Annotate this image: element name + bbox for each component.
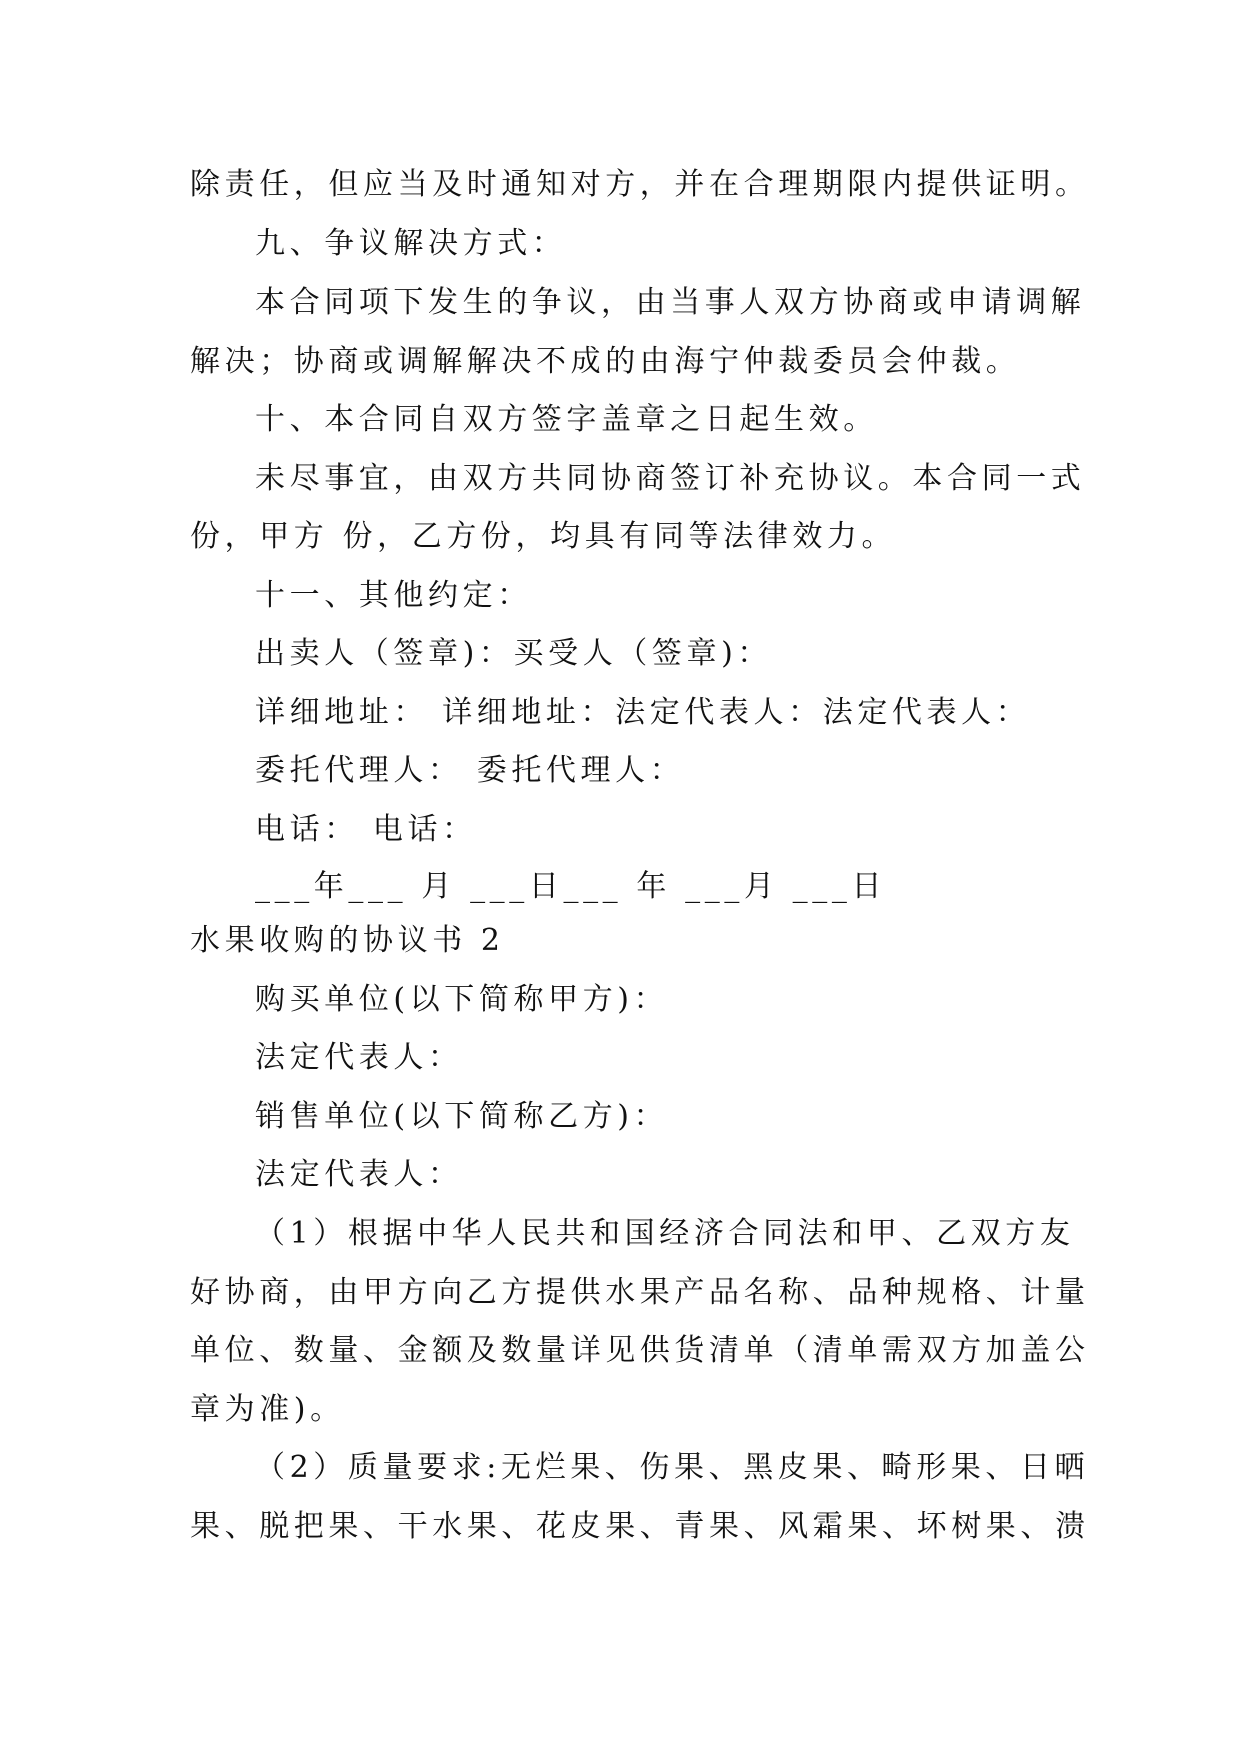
text-line: 解决；协商或调解解决不成的由海宁仲裁委员会仲裁。 bbox=[190, 344, 1021, 379]
section-heading: 十、本合同自双方签字盖章之日起生效。 bbox=[255, 402, 878, 437]
text-line: 好协商，由甲方向乙方提供水果产品名称、品种规格、计量 bbox=[190, 1275, 1090, 1310]
text-line: 购买单位(以下简称甲方)： bbox=[255, 982, 669, 1017]
signature-line: 详细地址： 详细地址：法定代表人：法定代表人： bbox=[255, 695, 1031, 730]
text-line: 法定代表人： bbox=[255, 1040, 463, 1075]
signature-line: 出卖人（签章)：买受人（签章)： bbox=[255, 636, 773, 671]
document-title: 水果收购的协议书 2 bbox=[190, 923, 505, 958]
signature-line: 委托代理人： 委托代理人： bbox=[255, 753, 685, 788]
text-line: 除责任，但应当及时通知对方，并在合理期限内提供证明。 bbox=[190, 167, 1090, 202]
text-line: 份，甲方 份，乙方份，均具有同等法律效力。 bbox=[190, 519, 897, 554]
date-line: ___年___ 月 ___日___ 年 ___月 ___日 bbox=[255, 869, 887, 904]
text-line: 未尽事宜，由双方共同协商签订补充协议。本合同一式 bbox=[255, 461, 1086, 496]
section-heading: 九、争议解决方式： bbox=[255, 226, 567, 261]
text-line: 本合同项下发生的争议，由当事人双方协商或申请调解 bbox=[255, 285, 1086, 320]
text-line: 法定代表人： bbox=[255, 1157, 463, 1192]
text-line: （1）根据中华人民共和国经济合同法和甲、乙双方友 bbox=[255, 1216, 1075, 1251]
text-line: （2）质量要求:无烂果、伤果、黑皮果、畸形果、日晒 bbox=[255, 1450, 1090, 1485]
text-line: 果、脱把果、干水果、花皮果、青果、风霜果、坏树果、溃 bbox=[190, 1509, 1090, 1544]
text-line: 章为准)。 bbox=[190, 1392, 345, 1427]
section-heading: 十一、其他约定： bbox=[255, 578, 532, 613]
text-line: 销售单位(以下简称乙方)： bbox=[255, 1099, 669, 1134]
text-line: 单位、数量、金额及数量详见供货清单（清单需双方加盖公 bbox=[190, 1333, 1090, 1368]
signature-line: 电话： 电话： bbox=[255, 812, 477, 847]
